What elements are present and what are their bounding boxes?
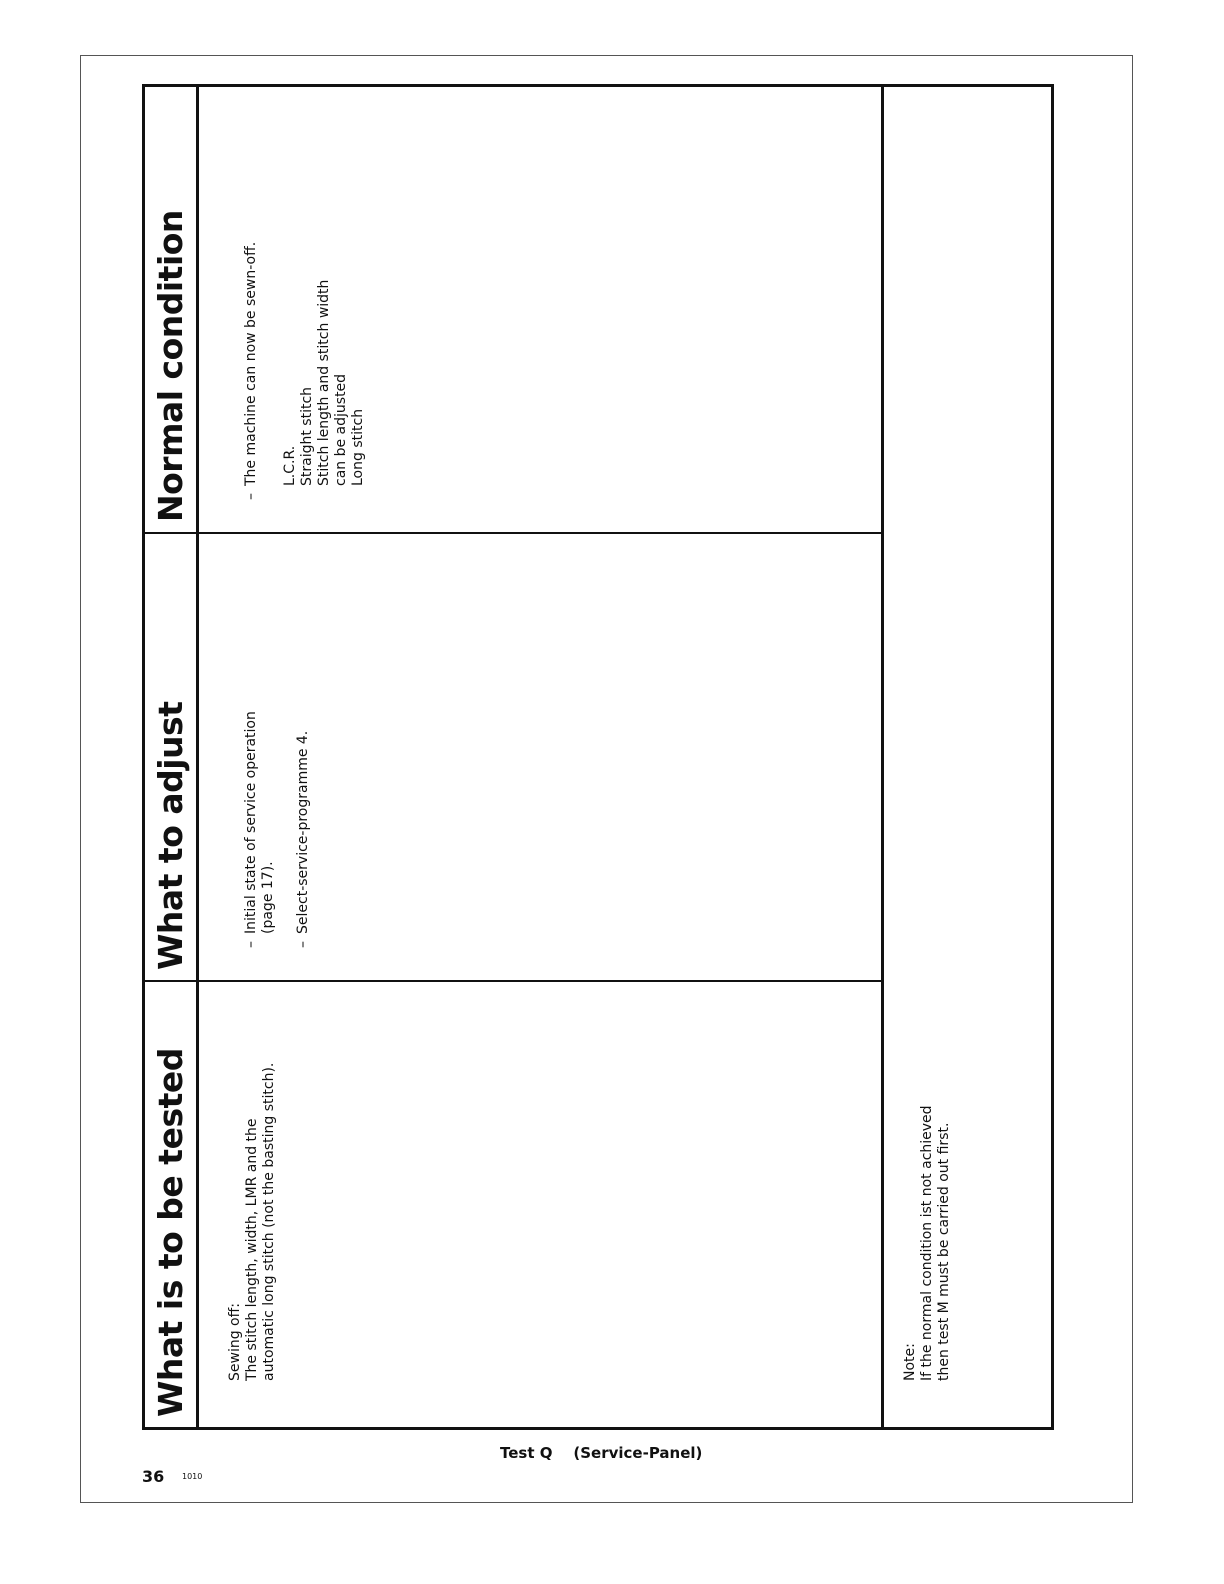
cell-what-is-tested bbox=[199, 980, 881, 1427]
header-what-to-adjust: What to adjust bbox=[145, 532, 199, 980]
footer-test-title: Test Q (Service-Panel) bbox=[500, 1444, 703, 1462]
page-number: 36 bbox=[142, 1467, 165, 1486]
page-code: 1010 bbox=[182, 1472, 203, 1481]
condition-line-adjusted: can be adjusted bbox=[333, 373, 349, 486]
note-label: Note: bbox=[902, 1343, 918, 1381]
header-normal-condition: Normal condition bbox=[145, 87, 199, 532]
condition-line-straight: Straight stitch bbox=[299, 386, 315, 486]
condition-line-stitch-length: Stitch length and stitch width bbox=[316, 279, 332, 486]
cell-what-to-adjust bbox=[199, 532, 881, 980]
cell-normal-condition bbox=[199, 87, 881, 532]
note-line-2: then test M must be carried out first. bbox=[936, 1122, 952, 1381]
condition-line-long-stitch: Long stitch bbox=[350, 408, 366, 486]
header-what-is-tested: What is to be tested bbox=[145, 980, 199, 1427]
condition-line-lcr: L.C.R. bbox=[282, 445, 298, 486]
adjust-item-2: – Select-service-programme 4. bbox=[295, 548, 312, 934]
sewing-off-heading: Sewing off: bbox=[227, 1303, 243, 1381]
condition-item: – The machine can now be sewn-off. bbox=[243, 101, 260, 486]
rotated-table-area bbox=[142, 84, 1054, 1430]
note-line-1: If the normal condition ist not achieved bbox=[919, 1105, 935, 1381]
note-row bbox=[881, 87, 1051, 1427]
sewing-off-text: The stitch length, width, LMR and the automatic long stitch (not the basting stitch). bbox=[244, 1062, 277, 1381]
test-table bbox=[142, 84, 1054, 1430]
adjust-item-1: – Initial state of service operation (page 17). bbox=[243, 704, 277, 934]
